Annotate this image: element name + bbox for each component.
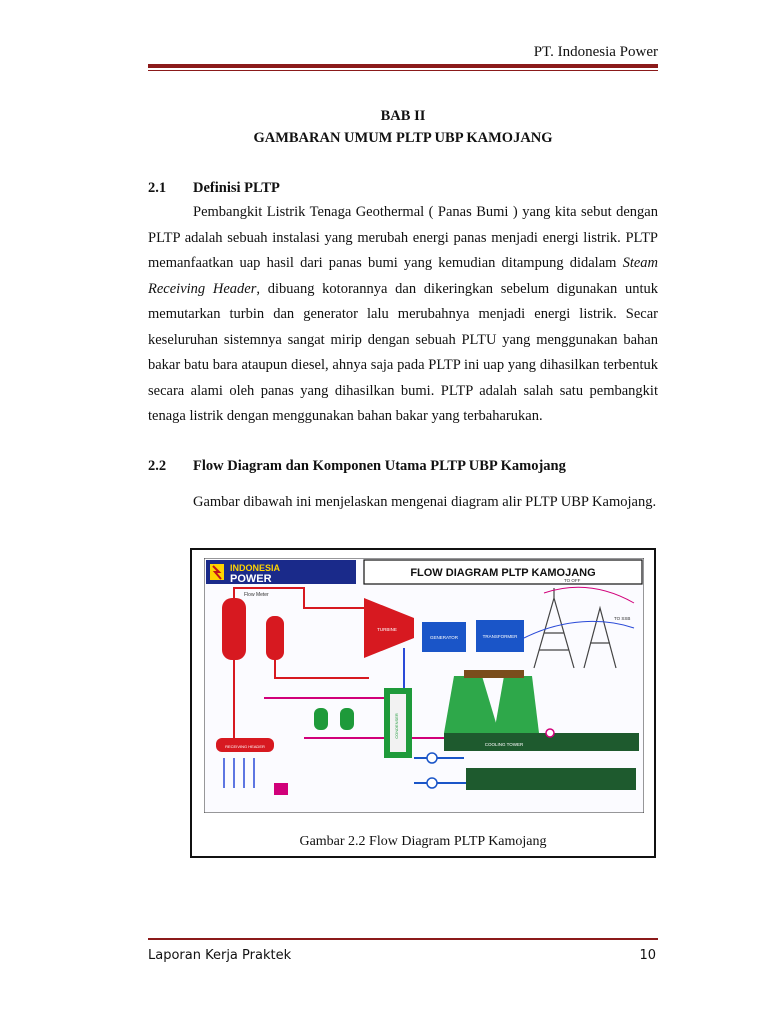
- logo-line2: POWER: [230, 573, 272, 585]
- lower-basin: [466, 768, 636, 790]
- header-divider-thin: [148, 70, 658, 71]
- section-1-text-italic: Steam Receiving Header: [148, 255, 658, 297]
- ejector-2: [340, 708, 354, 730]
- chapter-label: BAB II: [380, 108, 426, 124]
- cooling-basin: [444, 733, 639, 751]
- chapter-title: GAMBARAN UMUM PLTP UBP KAMOJANG: [253, 130, 553, 146]
- section-1-text-after: , dibuang kotorannya dan dikeringkan sebelum digunakan untuk memutarkan turbin dan generator lalu merubahnya menjadi energi listrik. Secar keseluruhan sistemnya sangat mirip dengan sebuah PLTU yang menggunakan bahan bakar batu bara ataupun diesel, ahnya saja pada PLTP ini uap yang dihasilkan terbentuk secara alami oleh panas yang dihasilkan bumi. PLTP adalah salah satu pembangkit tenaga listrik dengan menggunakan bahan bakar yang terbaharukan.: [148, 280, 658, 424]
- logo-line1: INDONESIA: [230, 563, 281, 573]
- header-label: RECEIVING HEADER: [225, 744, 265, 749]
- transformer-label: TRANSFORMER: [482, 634, 518, 639]
- section-1-paragraph: [148, 200, 658, 430]
- turbine-label: TURBINE: [377, 627, 397, 632]
- section-1-title: Definisi PLTP: [193, 180, 280, 196]
- demister-vessel: [266, 616, 284, 660]
- figure-caption: Gambar 2.2 Flow Diagram PLTP Kamojang: [299, 834, 547, 849]
- separator-vessel: [222, 598, 246, 660]
- header-divider: [148, 64, 658, 68]
- vent-structure: [274, 783, 288, 795]
- banner-title: FLOW DIAGRAM PLTP KAMOJANG: [410, 567, 596, 579]
- footer-report-title: Laporan Kerja Praktek: [148, 948, 292, 963]
- generator-label: GENERATOR: [429, 635, 459, 640]
- section-2-number: 2.2: [148, 458, 167, 474]
- footer-divider: [148, 938, 658, 940]
- condenser-label: CONDENSER: [394, 713, 399, 739]
- ejector-1: [314, 708, 328, 730]
- section-2-title: Flow Diagram dan Komponen Utama PLTP UBP Kamojang: [193, 458, 566, 474]
- section-1-number: 2.1: [148, 180, 167, 196]
- figure-frame: [190, 548, 656, 858]
- logo-bar: [206, 560, 356, 584]
- section-1-text-before: Pembangkit Listrik Tenaga Geothermal ( Panas Bumi ) yang kita sebut dengan PLTP adalah sebuah instalasi yang merubah energi panas menjadi energi listrik. PLTP memanfaatkan uap hasil dari panas bumi yang kemudian ditampung didalam: [148, 204, 658, 271]
- flow-diagram-image: [204, 558, 644, 813]
- to-off-label: TO OFF: [564, 578, 581, 583]
- page-number: 10: [639, 948, 656, 963]
- to-ssb-label: TO SSB: [614, 616, 631, 621]
- section-2-paragraph: Gambar dibawah ini menjelaskan mengenai diagram alir PLTP UBP Kamojang.: [193, 494, 657, 510]
- header-company: PT. Indonesia Power: [533, 44, 658, 60]
- flow-meter-label: Flow Meter: [244, 592, 269, 598]
- cooling-tower-label: COOLING TOWER: [484, 742, 524, 747]
